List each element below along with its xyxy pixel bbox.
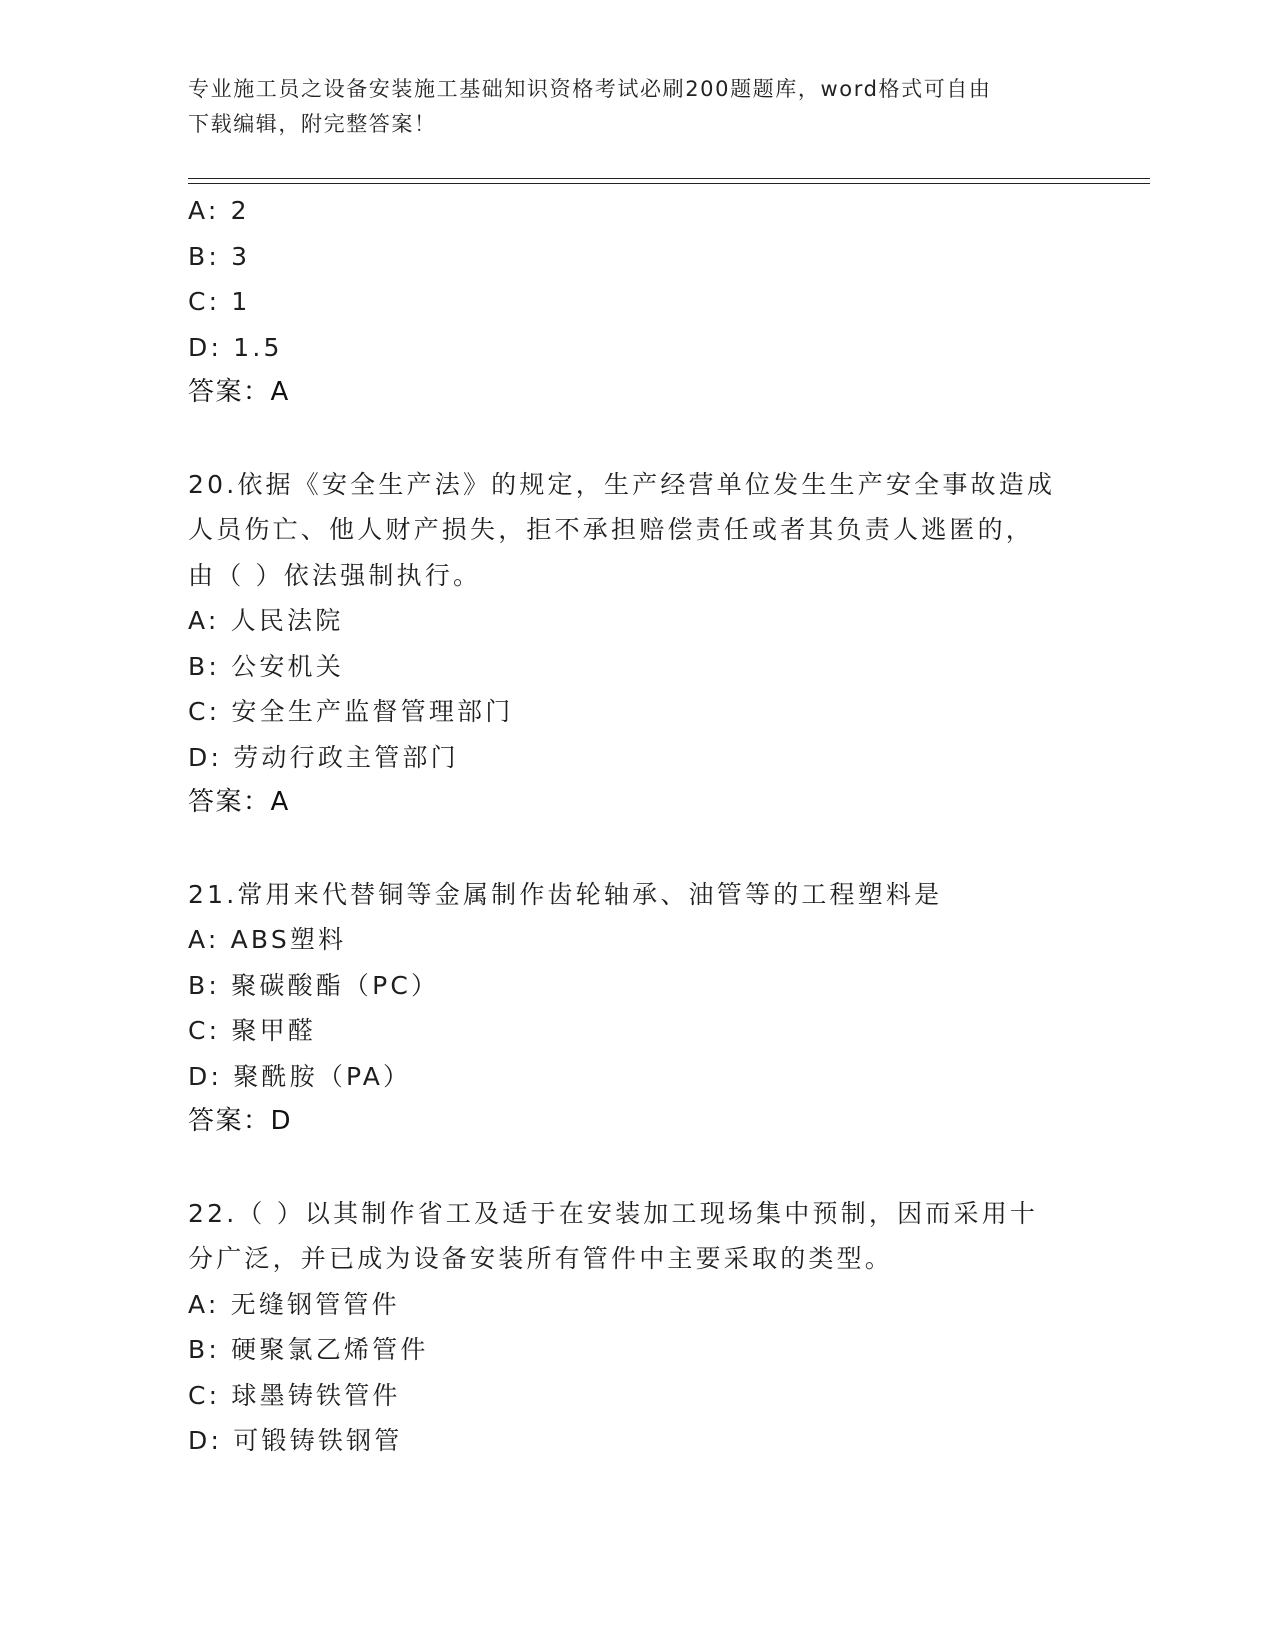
header-divider-bottom [188, 183, 1150, 184]
spacer [188, 826, 1128, 872]
document-header [188, 72, 1078, 142]
option-d: D: 聚酰胺（PA） [188, 1061, 412, 1091]
question-text-line: 20.依据《安全生产法》的规定，生产经营单位发生生产安全事故造成 [188, 469, 1056, 499]
header-line-2: 下载编辑，附完整答案！ [188, 112, 437, 136]
option-b: B: 硬聚氯乙烯管件 [188, 1335, 429, 1364]
question-20 [188, 462, 1128, 826]
option-b: B: 3 [188, 241, 251, 271]
header-line-1: 专业施工员之设备安装施工基础知识资格考试必刷200题题库，word格式可自由 [188, 77, 992, 101]
question-22 [188, 1191, 1128, 1464]
question-text-line: 分广泛，并已成为设备安装所有管件中主要采取的类型。 [188, 1244, 894, 1273]
header-divider-top [188, 178, 1150, 179]
option-d: D: 劳动行政主管部门 [188, 742, 459, 772]
answer: 答案：A [188, 787, 290, 817]
answer: 答案：D [188, 1106, 293, 1136]
option-b: B: 聚碳酸酯（PC） [188, 970, 440, 1000]
question-19 [188, 188, 1128, 416]
question-list [188, 188, 1128, 1464]
option-c: C: 安全生产监督管理部门 [188, 697, 514, 726]
option-a: A: 无缝钢管管件 [188, 1289, 400, 1319]
option-c: C: 球墨铸铁管件 [188, 1380, 401, 1410]
option-d: D: 可锻铸铁钢管 [188, 1426, 403, 1455]
answer: 答案：A [188, 377, 290, 407]
option-a: A: ABS塑料 [188, 925, 347, 954]
spacer [188, 1145, 1128, 1191]
option-c: C: 聚甲醛 [188, 1016, 317, 1045]
question-text-line: 人员伤亡、他人财产损失，拒不承担赔偿责任或者其负责人逃匿的， [188, 515, 1035, 544]
question-text-line: 22.（ ）以其制作省工及适于在安装加工现场集中预制，因而采用十 [188, 1198, 1039, 1228]
option-b: B: 公安机关 [188, 651, 344, 681]
option-a: A: 人民法院 [188, 606, 344, 635]
question-21 [188, 872, 1128, 1145]
question-text-line: 21.常用来代替铜等金属制作齿轮轴承、油管等的工程塑料是 [188, 879, 943, 909]
option-c: C: 1 [188, 287, 251, 316]
option-d: D: 1.5 [188, 332, 283, 362]
option-a: A: 2 [188, 196, 250, 225]
spacer [188, 416, 1128, 462]
question-text-line: 由（ ）依法强制执行。 [188, 560, 482, 590]
